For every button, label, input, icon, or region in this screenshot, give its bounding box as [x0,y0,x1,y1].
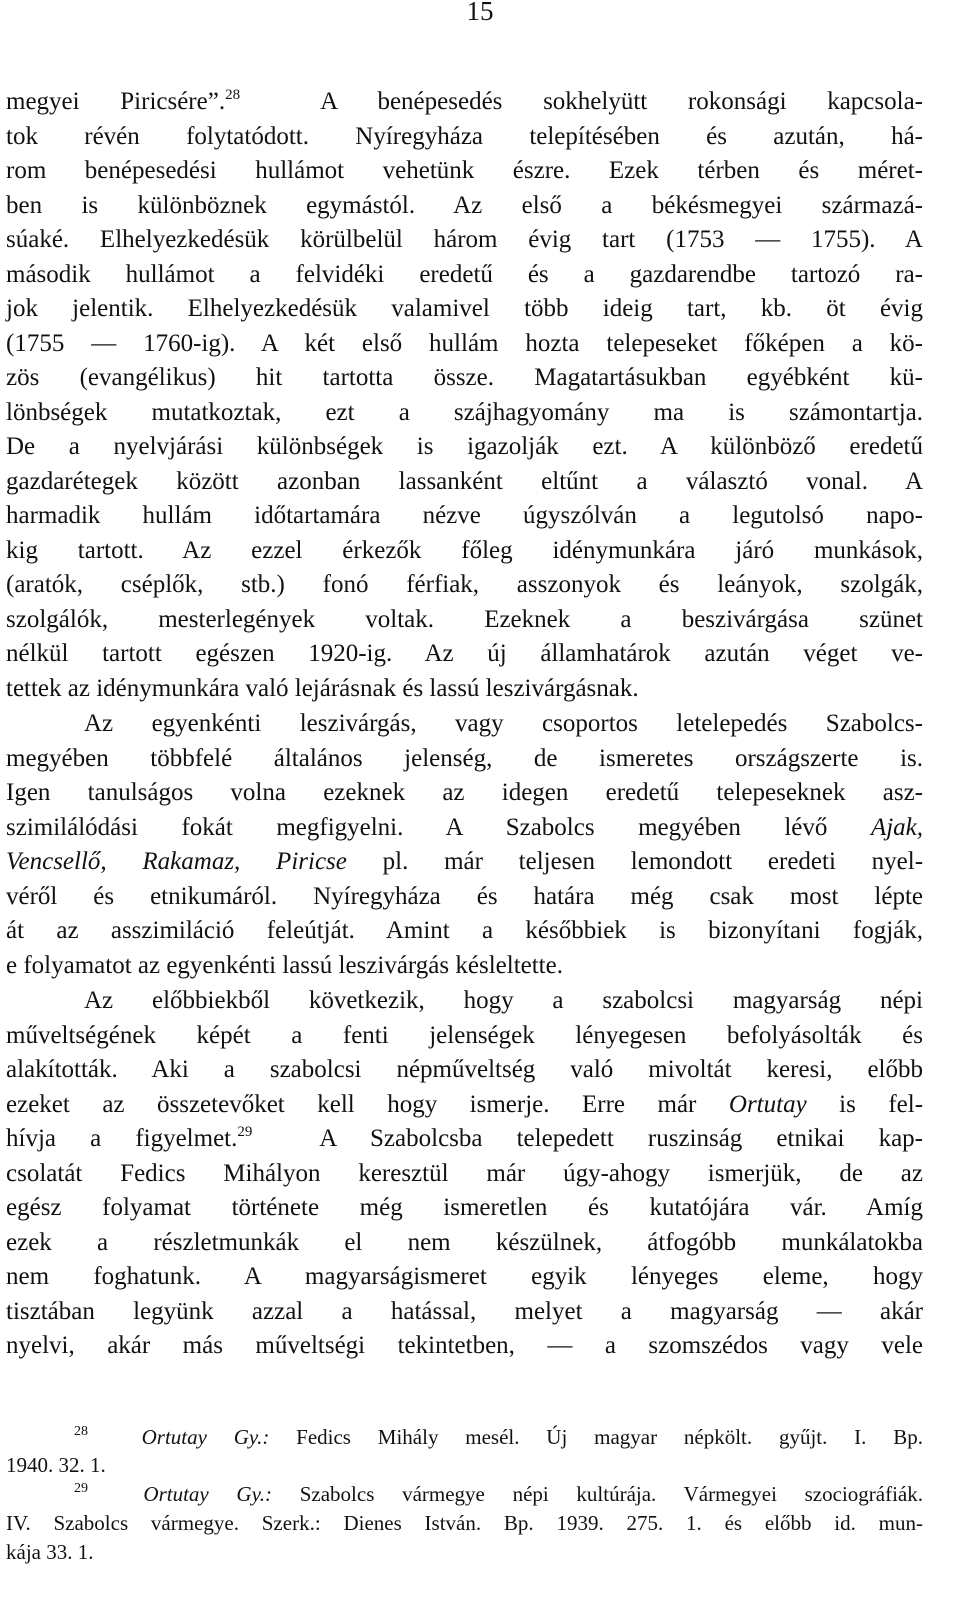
footnote-29-cont: IV. Szabolcs vármegye. Szerk.: Dienes István. Bp. 1939. 275. 1. és előbb id. mun- [6,1511,923,1535]
page-number: 15 [466,0,494,26]
text-line: alakították. Aki a szabolcsi népműveltség való mivoltát keresi, előbb [6,1056,923,1083]
text-line: ezek a részletmunkák el nem készülnek, átfogóbb munkálatokba [6,1229,923,1256]
text-line: nélkül tartott egészen 1920-ig. Az új államhatárok azután véget ve- [6,640,923,667]
text-line: (1755 — 1760-ig). A két első hullám hozta telepeseket főképen a kö- [6,330,923,357]
text-line: jok jelentik. Elhelyezkedésük valamivel több ideig tart, kb. öt évig [6,295,923,322]
text-line: második hullámot a felvidéki eredetű és a gazdarendbe tartozó ra- [6,261,923,288]
text-line: szolgálók, mesterlegények voltak. Ezeknek a beszivárgása szünet [6,606,923,633]
text-line: nem foghatunk. A magyarságismeret egyik lényeges eleme, hogy [6,1263,923,1290]
text-line: lönbségek mutatkoztak, ezt a szájhagyomány ma is számontartja. [6,399,923,426]
text-line: Az előbbiekből következik, hogy a szabolcsi magyarság népi [84,987,923,1014]
text-line: nyelvi, akár más műveltségi tekintetben, — a szomszédos vagy vele [6,1332,923,1359]
text-line: egész folyamat története még ismeretlen és kutatójára vár. Amíg [6,1194,923,1221]
text-line: gazdarétegek között azonban lassanként eltűnt a választó vonal. A [6,468,923,495]
text-line: De a nyelvjárási különbségek is igazolják ezt. A különböző eredetű [6,433,923,460]
text-line: csolatát Fedics Mihályon keresztül már úgy-ahogy ismerjük, de az [6,1160,923,1187]
text-line: szimilálódási fokát megfigyelni. A Szabolcs megyében lévő Ajak, [6,814,924,841]
text-line: Igen tanulságos volna ezeknek az idegen eredetű telepeseknek asz- [6,779,923,806]
text-line: ben is különböznek egymástól. Az első a békésmegyei származá- [6,192,923,219]
text-line: megyei Piricsére”.$^{28}$ A benépesedés sokhelyütt rokonsági kapcsola- [6,87,923,115]
footnote-28-cont: 1940. 32. 1. [6,1453,106,1477]
text-line: hívja a figyelmet.$^{29}$ A Szabolcsba telepedett ruszinság etnikai kap- [6,1124,923,1152]
text-line: Vencsellő, Rakamaz, Piricse pl. már teljesen lemondott eredeti nyel- [6,848,924,875]
footnote-29: $^{29}$ Ortutay Gy.: Szabolcs vármegye népi kultúrája. Vármegyei szociográfiák. [74,1481,923,1506]
text-line: (aratók, cséplők, stb.) fonó férfiak, asszonyok és leányok, szolgák, [6,571,923,598]
place-name: Ajak, [870,814,924,841]
text-line: e folyamatot az egyenkénti lassú leszivárgás késleltette. [6,952,563,979]
text-line: megyében többfelé általános jelenség, de ismeretes országszerte is. [6,745,923,772]
place-names: Vencsellő, Rakamaz, Piricse [6,848,347,875]
text-line: rom benépesedési hullámot vehetünk észre. Ezek térben és méret- [6,157,923,184]
text-line: zös (evangélikus) hit tartotta össze. Magatartásukban egyébként kü- [6,364,923,391]
text-line: harmadik hullám időtartamára nézve úgyszólván a legutolsó napo- [6,502,923,529]
text-line: súaké. Elhelyezkedésük körülbelül három évig tart (1753 — 1755). A [6,226,923,253]
text-line: tok révén folytatódott. Nyíregyháza telepítésében és azután, há- [6,123,923,150]
footnote-ref-28[interactable]: 28 [225,87,241,103]
text-line: Az egyenkénti leszivárgás, vagy csoportos letelepedés Szabolcs- [84,710,923,737]
text-line: kig tartott. Az ezzel érkezők főleg idénymunkára járó munkások, [6,537,923,564]
footnote-29-cont: kája 33. 1. [6,1540,94,1564]
text-line: tettek az idénymunkára való lejárásnak és lassú leszivárgásnak. [6,675,639,702]
text-line: tisztában legyünk azzal a hatással, melyet a magyarság — akár [6,1298,923,1325]
footnote-28: $^{28}$ Ortutay Gy.: Fedics Mihály mesél. Új magyar népkölt. gyűjt. I. Bp. [74,1424,923,1449]
text-line: ezeket az összetevőket kell hogy ismerje. Erre már Ortutay is fel- [6,1091,924,1118]
text-line: véről és etnikumáról. Nyíregyháza és határa még csak most lépte [6,883,923,910]
author-name: Ortutay [728,1091,807,1118]
footnote-ref-29[interactable]: 29 [237,1124,253,1140]
text-line: műveltségének képét a fenti jelenségek lényegesen befolyásolták és [6,1022,923,1049]
text-line: át az asszimiláció feleútját. Amint a későbbiek is bizonyítani fogják, [6,917,923,944]
